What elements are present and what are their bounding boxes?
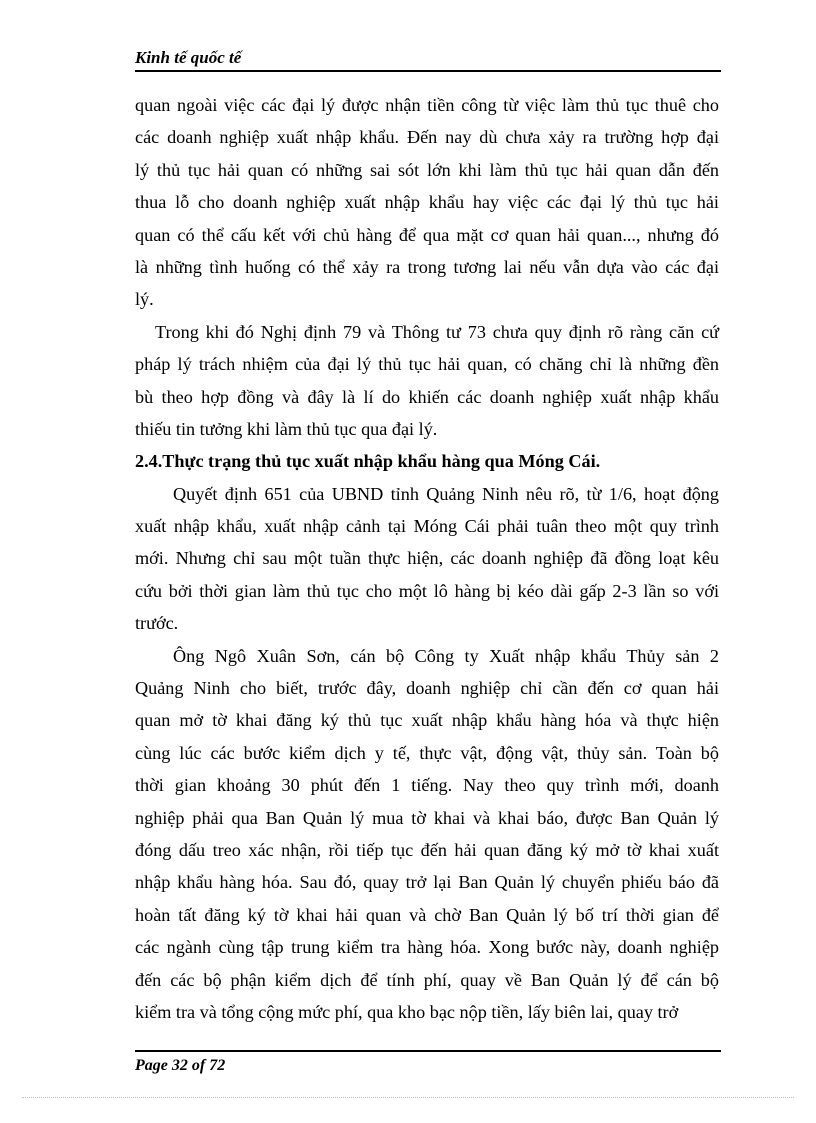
text-line: thời gian khoảng 30 phút đến 1 tiếng. Nay theo quy trình mới, doanh (135, 775, 719, 796)
text-line: các doanh nghiệp xuất nhập khẩu. Đến nay dù chưa xảy ra trường hợp đại (135, 127, 719, 148)
page-header (135, 46, 721, 72)
section-heading: 2.4.Thực trạng thủ tục xuất nhập khẩu hàng qua Móng Cái. (135, 451, 601, 472)
text-line: bù theo hợp đồng và đây là lí do khiến các doanh nghiệp xuất nhập khẩu (135, 386, 719, 407)
text-line: Ông Ngô Xuân Sơn, cán bộ Công ty Xuất nhập khẩu Thủy sản 2 (173, 645, 719, 666)
document-body (135, 89, 719, 1028)
text-line: thiếu tin tưởng khi làm thủ tục qua đại lý. (135, 418, 438, 439)
text-line: pháp lý trách nhiệm của đại lý thủ tục hải quan, có chăng chỉ là những đền (135, 354, 719, 375)
text-line: Quảng Ninh cho biết, trước đây, doanh nghiệp chỉ cần đến cơ quan hải (135, 678, 719, 699)
text-line: cùng lúc các bước kiểm dịch y tế, thực vật, động vật, thủy sản. Toàn bộ (135, 742, 719, 763)
text-line: nhập khẩu hàng hóa. Sau đó, quay trở lại Ban Quản lý chuyển phiếu báo đã (135, 872, 719, 893)
text-line: lý. (135, 289, 154, 310)
text-line: Trong khi đó Nghị định 79 và Thông tư 73 chưa quy định rõ ràng căn cứ (155, 321, 719, 342)
page-bottom-divider (22, 1097, 794, 1098)
header-title: Kinh tế quốc tế (135, 48, 242, 67)
text-line: Quyết định 651 của UBND tỉnh Quảng Ninh nêu rõ, từ 1/6, hoạt động (173, 483, 719, 504)
text-line: thua lỗ cho doanh nghiệp xuất nhập khẩu hay việc các đại lý thủ tục hải (135, 192, 719, 213)
text-line: quan có thể cấu kết với chủ hàng để qua mặt cơ quan hải quan..., nhưng đó (135, 224, 719, 245)
page-number: Page 32 of 72 (135, 1057, 226, 1074)
text-line: cứu bởi thời gian làm thủ tục cho một lô hàng bị kéo dài gấp 2-3 lần so với (135, 580, 719, 601)
text-line: trước. (135, 613, 179, 634)
text-line: các ngành cùng tập trung kiểm tra hàng hóa. Xong bước này, doanh nghiệp (135, 937, 719, 958)
text-line: quan mở tờ khai đăng ký thủ tục xuất nhập khẩu hàng hóa và thực hiện (135, 710, 719, 731)
text-line: đến các bộ phận kiểm dịch để tính phí, quay về Ban Quản lý để cán bộ (135, 969, 719, 990)
text-line: mới. Nhưng chỉ sau một tuần thực hiện, các doanh nghiệp đã đồng loạt kêu (135, 548, 719, 569)
text-line: là những tình huống có thể xảy ra trong tương lai nếu vẫn dựa vào các đại (135, 256, 719, 277)
text-line: kiểm tra và tổng cộng mức phí, qua kho bạc nộp tiền, lấy biên lai, quay trở (135, 1001, 679, 1022)
text-line: quan ngoài việc các đại lý được nhận tiền công từ việc làm thủ tục thuê cho (135, 95, 719, 115)
text-line: đóng dấu treo xác nhận, rồi tiếp tục đến hải quan đăng ký mở tờ khai xuất (135, 839, 719, 860)
page-footer (135, 1050, 721, 1080)
text-line: lý thủ tục hải quan có những sai sót lớn khi làm thủ tục hải quan dẫn đến (135, 159, 719, 180)
text-line: xuất nhập khẩu, xuất nhập cảnh tại Móng Cái phải tuân theo một quy trình (135, 516, 719, 537)
text-line: nghiệp phải qua Ban Quản lý mua tờ khai và khai báo, được Ban Quản lý (135, 807, 719, 828)
text-line: hoàn tất đăng ký tờ khai hải quan và chờ Ban Quản lý bố trí thời gian để (135, 904, 719, 925)
